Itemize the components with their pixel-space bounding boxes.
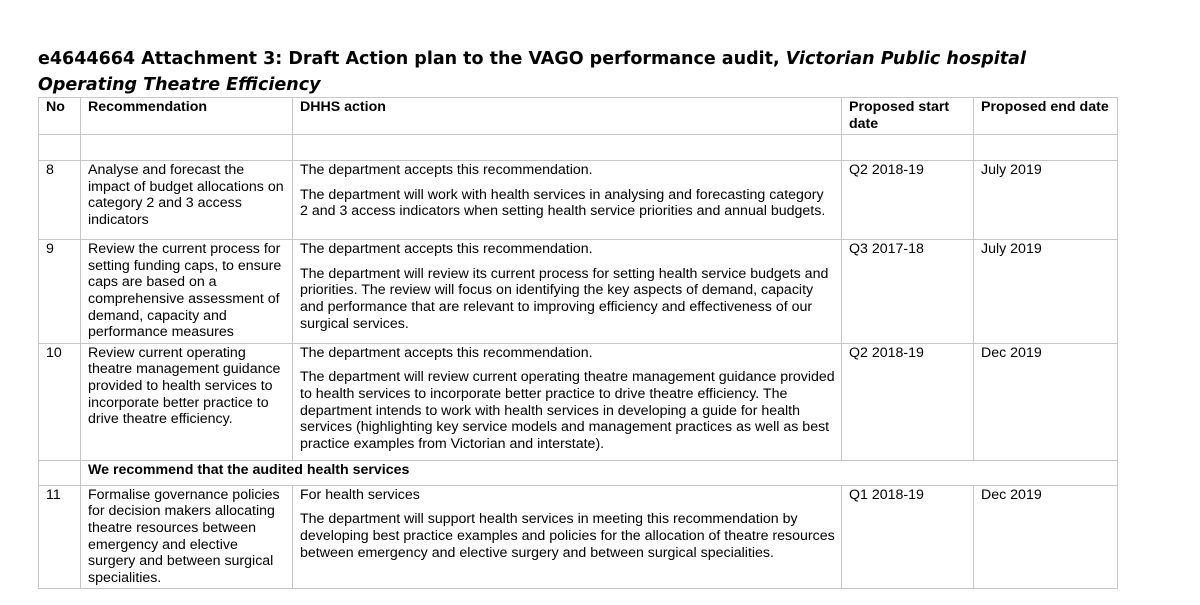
end-date-cell: July 2019 xyxy=(974,240,1118,344)
recommendation-cell: Review the current process for setting funding caps, to ensure caps are based on a comprehensive assessment of demand, capacity and performance measures xyxy=(81,240,293,344)
action-plan-table xyxy=(38,97,1118,589)
header-end-date: Proposed end date xyxy=(974,98,1118,135)
action-paragraph: The department will review current operating theatre management guidance provided to health services to incorporate better practice to drive theatre efficiency. The department intends to work with health services in developing a guide for health services (highlighting key service models and management practices as well as best practice examples from Victorian and interstate). xyxy=(300,369,835,452)
end-date-cell: July 2019 xyxy=(974,161,1118,240)
table-row xyxy=(39,343,1118,460)
start-date-cell: Q3 2017-18 xyxy=(842,240,974,344)
title-audit-name: Victorian Public hospital Operating Theatre Efficiency xyxy=(38,49,1026,95)
start-date-cell: Q1 2018-19 xyxy=(842,485,974,589)
header-row xyxy=(39,98,1118,135)
row-number: 10 xyxy=(39,343,81,460)
recommendation-cell: Analyse and forecast the impact of budget allocations on category 2 and 3 access indicators xyxy=(81,161,293,240)
action-paragraph: The department will review its current process for setting health service budgets and priorities. The review will focus on identifying the key aspects of demand, capacity and performance that are relevant to improving efficiency and effectiveness of our surgical services. xyxy=(300,265,829,332)
header-dhhs-action: DHHS action xyxy=(293,98,842,135)
header-start-date: Proposed start date xyxy=(842,98,974,135)
action-paragraph: The department will support health services in meeting this recommendation by developing best practice examples and policies for the allocation of theatre resources between emergency and elective surgery and between surgical specialities. xyxy=(300,511,835,561)
end-date-cell: Dec 2019 xyxy=(974,485,1118,589)
row-number: 8 xyxy=(39,161,81,240)
action-paragraph: The department accepts this recommendation. xyxy=(300,344,593,361)
section-heading: We recommend that the audited health services xyxy=(81,460,1118,485)
recommendation-cell: Review current operating theatre management guidance provided to health services to incorporate better practice to drive theatre efficiency. xyxy=(81,343,293,460)
recommendation-cell: Formalise governance policies for decision makers allocating theatre resources between emergency and elective surgery and between surgical specialities. xyxy=(81,485,293,589)
action-cell xyxy=(293,161,842,240)
action-paragraph: For health services xyxy=(300,486,420,503)
table-row xyxy=(39,161,1118,240)
start-date-cell: Q2 2018-19 xyxy=(842,343,974,460)
end-date-cell: Dec 2019 xyxy=(974,343,1118,460)
action-paragraph: The department accepts this recommendation. xyxy=(300,162,593,179)
action-cell xyxy=(293,240,842,344)
table-row xyxy=(39,240,1118,344)
document-title xyxy=(38,46,1118,98)
action-paragraph: The department will work with health services in analysing and forecasting category 2 and 3 access indicators when setting health service priorities and annual budgets. xyxy=(300,186,826,220)
title-prefix: e4644664 Attachment 3: Draft Action plan to the VAGO performance audit, xyxy=(38,49,786,69)
empty-row xyxy=(39,135,1118,161)
row-number: 9 xyxy=(39,240,81,344)
action-cell xyxy=(293,485,842,589)
header-no: No xyxy=(39,98,81,135)
start-date-cell: Q2 2018-19 xyxy=(842,161,974,240)
row-number: 11 xyxy=(39,485,81,589)
section-heading-row xyxy=(39,460,1118,485)
header-recommendation: Recommendation xyxy=(81,98,293,135)
action-paragraph: The department accepts this recommendation. xyxy=(300,241,593,258)
action-cell xyxy=(293,343,842,460)
table-row xyxy=(39,485,1118,589)
